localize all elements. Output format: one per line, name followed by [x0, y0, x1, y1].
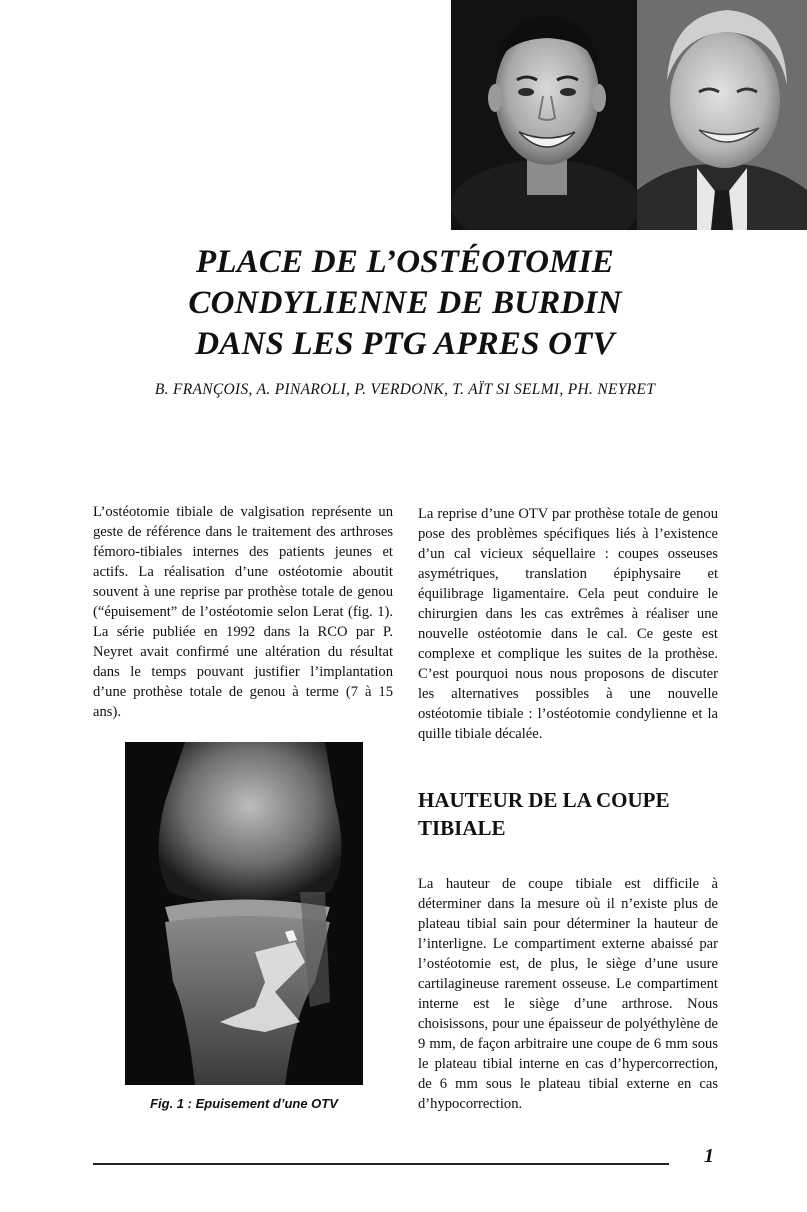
author-photo-2	[637, 0, 807, 230]
section-heading-line-1: HAUTEUR DE LA COUPE	[418, 788, 670, 812]
section-heading-line-2: TIBIALE	[418, 816, 506, 840]
intro-paragraph-right: La reprise d’une OTV par prothèse totale de genou pose des problèmes spécifiques liés à l’existence d’un cal vicieux séquellaire : coupes osseuses asymétriques, translation épiphysaire et équilibrage ligamentaire. Cela peut conduire le chirurgien dans les cas extrêmes à réaliser une nouvelle ostéotomie dans le cal. Ce geste est complexe et complique les suites de la prothèse. C’est pourquoi nous nous proposons de discuter les alternatives possibles à une nouvelle ostéotomie tibiale : l’ostéotomie condylienne et la quille tibiale décalée.	[418, 506, 718, 742]
figure-caption: Fig. 1 : Epuisement d’une OTV	[150, 1096, 338, 1111]
title-line-2: CONDYLIENNE DE BURDIN	[188, 285, 622, 321]
title-line-3: DANS LES PTG APRES OTV	[195, 326, 615, 362]
author-photo-1	[451, 0, 637, 230]
knee-xray-image	[125, 742, 363, 1085]
intro-paragraph-left: L’ostéotomie tibiale de valgisation représente un geste de référence dans le traitement des arthroses fémoro-tibiales internes des patients jeunes et actifs. La réalisation d’une ostéotomie aboutit souvent à une reprise par prothèse totale de genou (“épuisement” de l’ostéotomie selon Lerat (fig. 1). La série publiée en 1992 dans la RCO par P. Neyret avait confirmé une altération du résultat dans le temps pouvant justifier l’implantation d’une prothèse totale de genou à terme (7 à 15 ans).	[93, 504, 393, 720]
authors-line: B. FRANÇOIS, A. PINAROLI, P. VERDONK, T. AÏT SI SELMI, PH. NEYRET	[154, 381, 656, 398]
article-title	[60, 242, 750, 365]
page-number: 1	[704, 1145, 714, 1167]
title-line-1: PLACE DE L’OSTÉOTOMIE	[196, 244, 614, 280]
xray-figure	[125, 742, 363, 1085]
section-body-paragraph: La hauteur de coupe tibiale est difficile à déterminer dans la mesure où il n’existe plus de plateau tibial sain pour déterminer la hauteur de l’interligne. Le compartiment externe abaissé par l’ostéotomie est, de plus, le siège d’une usure cartilagineuse rarement osseuse. Le compartiment interne est le siège d’une arthrose. Nous choisissons, pour une épaisseur de polyéthylène de 9 mm, de façon arbitraire une coupe de 6 mm sous le plateau tibial interne en cas d’hypercorrection, de 6 mm sous le plateau tibial externe en cas d’hypocorrection.	[418, 876, 718, 1112]
footer-rule	[93, 1163, 669, 1165]
section-heading	[418, 786, 718, 842]
author-photos	[451, 0, 807, 230]
